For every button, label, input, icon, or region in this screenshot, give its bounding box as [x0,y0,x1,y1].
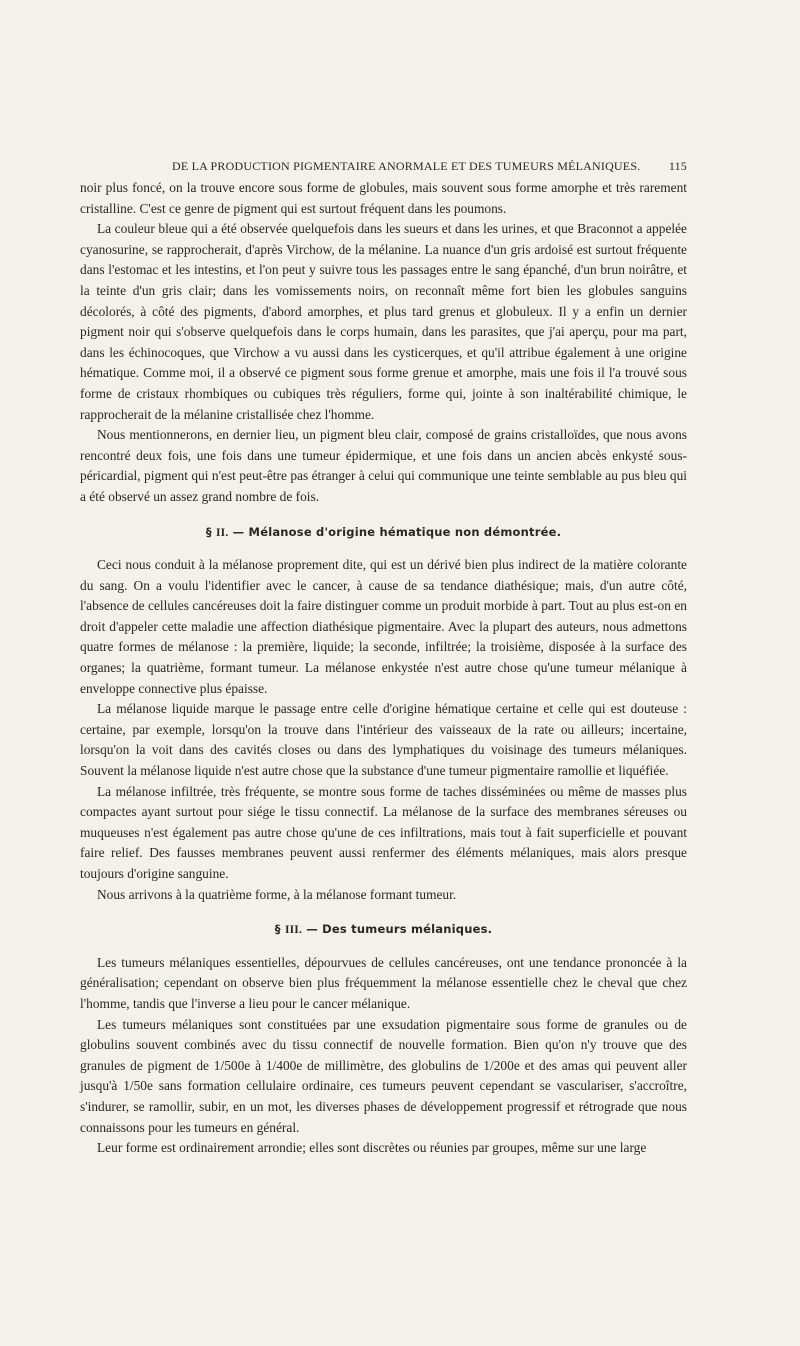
paragraph: Nous mentionnerons, en dernier lieu, un pigment bleu clair, composé de grains cristalloïdes, que nous avons rencontré deux fois, une fois dans une tumeur épidermique, et une fois dans un ancien abcès enkysté sous-péricardial, pigment qui n'est peut-être pas étranger à celui qui communique une teinte semblable au pus bleu qui a été observé un assez grand nombre de fois. [80,427,687,504]
paragraph: Les tumeurs mélaniques sont constituées par une exsudation pigmentaire sous forme de granules ou de globulins souvent combinés avec du tissu connectif de nouvelle formation. Bien qu'on n'y trouve que des granules de pigment de 1/500e à 1/400e de millimètre, des globulins de 1/200e et des amas qui peuvent aller jusqu'à 1/50e sans formation cellulaire ordinaire, ces tumeurs peuvent cependant se vasculariser, s'accroître, s'indurer, se ramollir, subir, en un mot, les diverses phases de développement progressif et rétrograde que nous connaissons pour les tumeurs en général. [80,1016,687,1135]
paragraph: Leur forme est ordinairement arrondie; elles sont discrètes ou réunies par groupes, même sur une large [97,1140,647,1156]
section-sign: § [205,524,212,539]
paragraph: La mélanose liquide marque le passage entre celle d'origine hématique certaine et celle qui est douteuse : certaine, par exemple, lorsqu'on la trouve dans l'intérieur des vaisseaux de la rate ou ailleurs; incertaine, lorsqu'on la voit dans des cavités closes ou dans des lymphatiques du voisinage des tumeurs mélaniques. Souvent la mélanose liquide n'est autre chose que la substance d'une tumeur pigmentaire ramollie et liquéfiée. [80,701,687,779]
paragraph: noir plus foncé, on la trouve encore sous forme de globules, mais souvent sous forme amorphe et très rarement cristalline. C'est ce genre de pigment qui est surtout fréquent dans les poumons. [80,180,687,216]
section-title: — Des tumeurs mélaniques. [306,922,493,937]
section-heading-3 [80,919,687,941]
body-text [80,178,687,1159]
paragraph: Ceci nous conduit à la mélanose proprement dite, qui est un dérivé bien plus indirect de la matière colorante du sang. On a voulu l'identifier avec le cancer, à cause de sa tendance diathésique; mais, d'un autre côté, l'absence de cellules cancéreuses doit la faire distinguer comme un produit morbide à part. Tout au plus est-on en droit d'appeler cette maladie une affection diathésique pigmentaire. Avec la plupart des auteurs, nous admettons quatre formes de mélanose : la première, liquide; la seconde, infiltrée; la troisième, disposée à la surface des organes; la quatrième, formant tumeur. La mélanose enkystée n'est autre chose qu'une tumeur mélanique à enveloppe connective plus épaisse. [80,557,687,696]
section-heading-2 [80,522,687,544]
paragraph: Les tumeurs mélaniques essentielles, dépourvues de cellules cancéreuses, ont une tendance prononcée à la généralisation; cependant on observe bien plus fréquemment la mélanose essentielle chez le cheval que chez l'homme, tandis que l'inverse a lieu pour le cancer mélanique. [80,954,687,1011]
section-sign: § [274,922,281,937]
paragraph: Nous arrivons à la quatrième forme, à la mélanose formant tumeur. [97,886,457,902]
section-numeral: II. [215,526,229,539]
page-number: 115 [668,159,687,173]
paragraph: La mélanose infiltrée, très fréquente, se montre sous forme de taches disséminées ou même de masses plus compactes ayant surtout pour siége le tissu connectif. La mélanose de la surface des membranes séreuses ou muqueuses n'est également pas autre chose qu'une de ces infiltrations, mais tout à fait superficielle et pouvant faire relief. Des fausses membranes peuvent aussi renfermer des éléments mélaniques, mais alors presque toujours d'origine sanguine. [80,783,687,881]
paragraph: La couleur bleue qui a été observée quelquefois dans les sueurs et dans les urines, et que Braconnot a appelée cyanosurine, se rapprocherait, d'après Virchow, de la mélanine. La nuance d'un gris ardoisé est surtout fréquente dans l'estomac et les intestins, et l'on peut y suivre tous les passages entre le sang épanché, d'un brun noirâtre, et la teinte d'un gris clair; dans les vomissements noirs, on reconnaît même fort bien les globules sanguins décolorés, à côté des pigments, d'abord amorphes, et plus tard grenus et globuleux. Il y a enfin un dernier pigment noir qui s'observe quelquefois dans le corps humain, dans les parasites, que j'ai aperçu, pour ma part, dans les échinocoques, que Virchow a vu aussi dans les cysticerques, et qu'il attribue également à une origine hématique. Comme moi, il a observé ce pigment sous forme grenue et amorphe, mais une fois il l'a trouvé sous forme de cristaux rhombiques ou cubiques très réguliers, forme qui, jointe à son inaltérabilité chimique, le rapprocherait de la mélanine cristallisée chez l'homme. [80,221,687,422]
section-numeral: III. [284,924,303,937]
running-title: DE LA PRODUCTION PIGMENTAIRE ANORMALE ET DES TUMEURS MÉLANIQUES. [172,159,641,173]
section-title: — Mélanose d'origine hématique non démontrée. [232,524,562,539]
